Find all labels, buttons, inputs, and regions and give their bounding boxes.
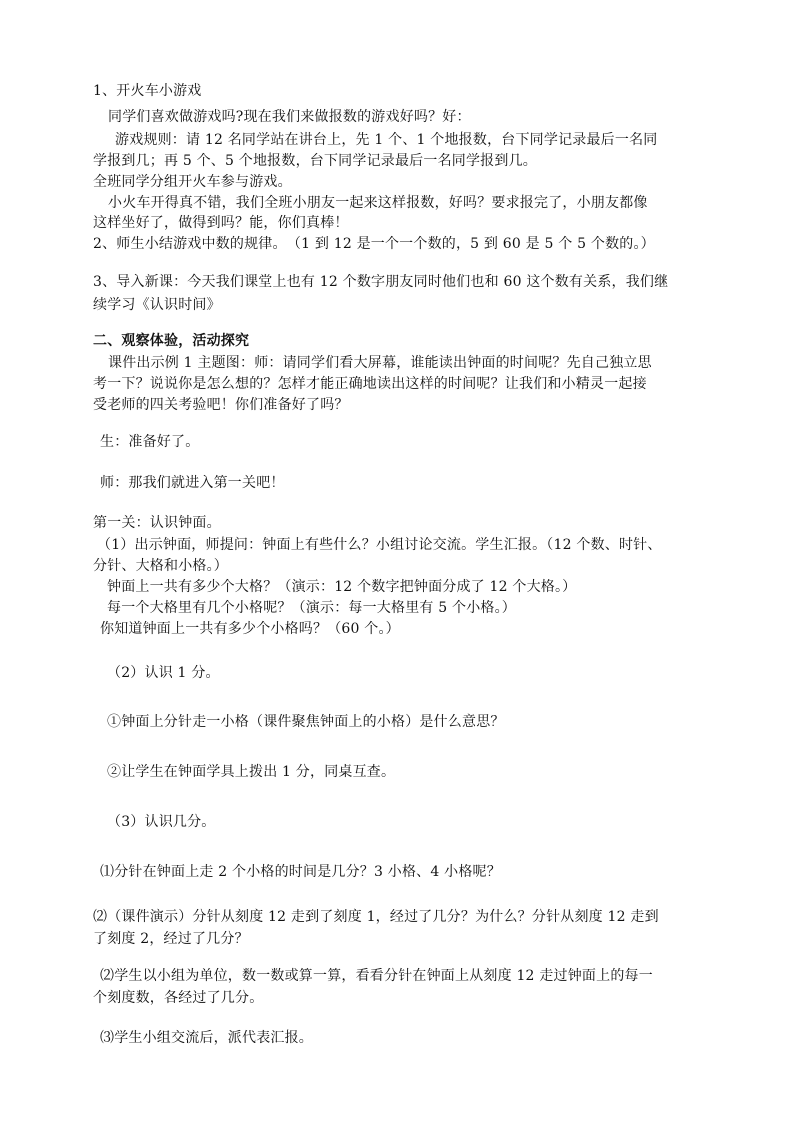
text-line: ⑴分针在钟面上走 2 个小格的时间是几分？3 小格、4 小格呢？ bbox=[100, 864, 501, 880]
text-line: 了刻度 2，经过了几分？ bbox=[93, 931, 249, 947]
text-line: ①钟面上分针走一小格（课件聚焦钟面上的小格）是什么意思？ bbox=[107, 714, 505, 730]
text-line: 考一下？说说你是怎么想的？怎样才能正确地读出这样的时间呢？让我们和小精灵一起接 bbox=[93, 376, 647, 392]
text-line: 3、导入新课：今天我们课堂上也有 12 个数字朋友同时他们也和 60 这个数有关系，我们继 bbox=[93, 274, 669, 290]
text-line: 受老师的四关考验吧！你们准备好了吗？ bbox=[93, 397, 349, 413]
text-line: ②让学生在钟面学具上拨出 1 分，同桌互查。 bbox=[107, 764, 396, 780]
text-line: ⑶学生小组交流后，派代表汇报。 bbox=[100, 1030, 313, 1046]
text-line: 你知道钟面上一共有多少个小格吗？（60 个。） bbox=[100, 621, 400, 637]
text-line: （1）出示钟面，师提问：钟面上有些什么？小组讨论交流。学生汇报。（12 个数、时针、 bbox=[97, 537, 662, 553]
text-line: （2）认识 1 分。 bbox=[107, 665, 220, 681]
text-line: 同学们喜欢做游戏吗?现在我们来做报数的游戏好吗？好： bbox=[108, 109, 471, 125]
text-line: 小火车开得真不错，我们全班小朋友一起来这样报数，好吗？要求报完了，小朋友都像 bbox=[108, 195, 648, 211]
text-line: ⑵（课件演示）分针从刻度 12 走到了刻度 1，经过了几分？为什么？分针从刻度 12 走到 bbox=[93, 909, 659, 925]
text-line: 课件出示例 1 主题图：师：请同学们看大屏幕，谁能读出钟面的时间呢？先自己独立思 bbox=[108, 355, 652, 371]
section-heading: 二、观察体验，活动探究 bbox=[93, 333, 250, 349]
text-line: 游戏规则：请 12 名同学站在讲台上，先 1 个、1 个地报数，台下同学记录最后一名同 bbox=[115, 132, 658, 148]
text-line: 全班同学分组开火车参与游戏。 bbox=[93, 174, 292, 190]
text-line: ⑵学生以小组为单位，数一数或算一算，看看分针在钟面上从刻度 12 走过钟面上的每一 bbox=[100, 968, 653, 984]
text-line: （3）认识几分。 bbox=[107, 814, 216, 830]
text-line: 学报到几；再 5 个、5 个地报数，台下同学记录最后一名同学报到几。 bbox=[93, 153, 537, 169]
text-line: 师：那我们就进入第一关吧！ bbox=[100, 475, 285, 491]
text-line: 这样坐好了，做得到吗？能，你们真棒！ bbox=[93, 215, 349, 231]
text-line: 生：准备好了。 bbox=[100, 434, 200, 450]
text-line: 个刻度数，各经过了几分。 bbox=[93, 990, 264, 1006]
text-line: 每一个大格里有几个小格呢？（演示：每一大格里有 5 个小格。） bbox=[107, 600, 517, 616]
text-line: 1、开火车小游戏 bbox=[93, 83, 202, 99]
text-line: 2、师生小结游戏中数的规律。 （1 到 12 是一个一个数的，5 到 60 是 5 个 5 个数的。） bbox=[93, 236, 655, 252]
text-line: 第一关：认识钟面。 bbox=[93, 515, 221, 531]
text-line: 续学习《认识时间》 bbox=[93, 297, 221, 313]
text-line: 钟面上一共有多少个大格？（演示：12 个数字把钟面分成了 12 个大格。） bbox=[107, 579, 577, 595]
text-line: 分针、大格和小格。） bbox=[93, 558, 228, 574]
